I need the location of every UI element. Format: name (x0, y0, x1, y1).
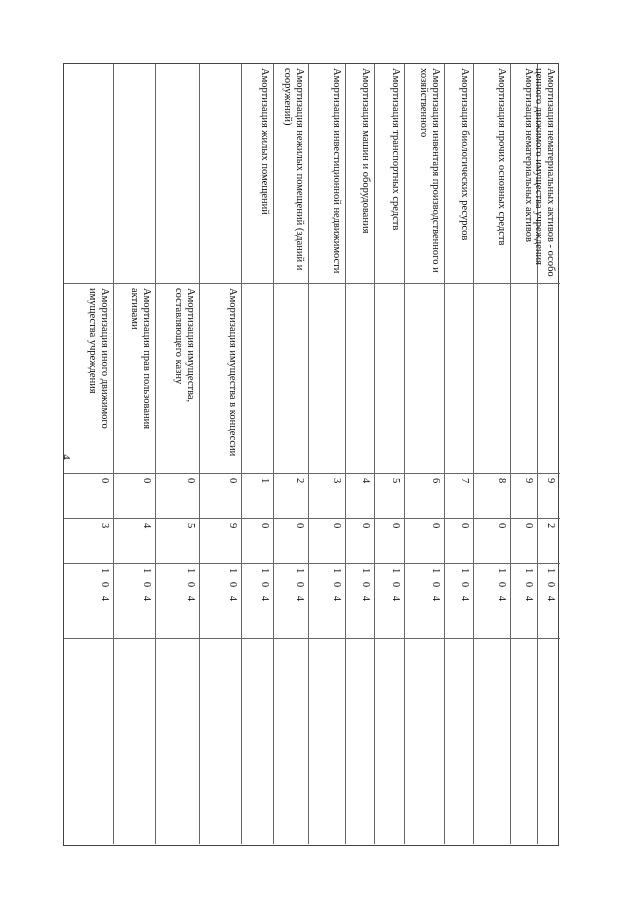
cell-text: 1 0 4 (227, 568, 238, 604)
table-row (156, 64, 200, 844)
group-description-cell (445, 284, 473, 474)
cell-text (346, 284, 375, 474)
subcode-1-cell (156, 519, 199, 564)
cell-text: Амортизация инвентаря производственного и хозяйственного (418, 68, 441, 273)
subcode-2-cell (346, 474, 374, 519)
subcode-1-cell (511, 519, 537, 564)
table-row (405, 64, 445, 844)
cell-text: 0 (390, 523, 401, 529)
cell-text: 5 (185, 523, 196, 529)
item-name-cell (375, 64, 404, 284)
account-code-cell (156, 564, 199, 639)
cell-text: Амортизация прав пользования активами (129, 288, 152, 430)
group-description-cell (309, 284, 345, 474)
cell-text: 1 0 4 (141, 568, 152, 604)
account-code-cell (64, 564, 113, 639)
cell-text: 2 (545, 523, 556, 529)
subcode-2-cell (474, 474, 510, 519)
account-code-cell (538, 564, 560, 639)
cell-text: 5 (390, 478, 401, 484)
account-code-cell (405, 564, 444, 639)
account-code-cell (200, 564, 241, 639)
account-code-cell (474, 564, 510, 639)
cell-text: Амортизация имущества, составляющего казну (173, 288, 196, 403)
group-description-cell (242, 284, 273, 474)
cell-text (64, 64, 114, 284)
table-row (533, 64, 560, 844)
item-name-cell (200, 64, 241, 284)
subcode-2-cell (114, 474, 155, 519)
cell-text: Амортизация транспортных средств (390, 68, 401, 231)
item-name-cell (274, 64, 308, 284)
subcode-1-cell (405, 519, 444, 564)
cell-text: 9 (523, 478, 534, 484)
group-description-cell (274, 284, 308, 474)
cell-text: 1 0 4 (430, 568, 441, 604)
account-code-cell (511, 564, 537, 639)
group-description-cell (511, 284, 537, 474)
cell-text: Амортизация инвестиционной недвижимости (331, 68, 342, 274)
account-code-cell (309, 564, 345, 639)
cell-text: 0 (430, 523, 441, 529)
item-name-cell (242, 64, 273, 284)
item-name-cell (156, 64, 199, 284)
table-row (309, 64, 346, 844)
cell-text: 2 (294, 478, 305, 484)
subcode-1-cell (474, 519, 510, 564)
item-name-cell (474, 64, 510, 284)
subcode-2-cell (538, 474, 560, 519)
group-description-cell (64, 284, 113, 474)
cell-text: 0 (459, 523, 470, 529)
cell-text: 1 0 4 (496, 568, 507, 604)
item-name-cell (533, 64, 560, 284)
subcode-1-cell (445, 519, 473, 564)
table-row (200, 64, 242, 844)
cell-text: 0 (360, 523, 371, 529)
cell-text: 1 0 4 (99, 568, 110, 604)
cell-text (242, 284, 274, 474)
cell-text: 0 (294, 523, 305, 529)
cell-text: 6 (430, 478, 441, 484)
cell-text: 0 (259, 523, 270, 529)
subcode-1-cell (309, 519, 345, 564)
item-name-cell (64, 64, 113, 284)
cell-text (474, 284, 511, 474)
cell-text: 1 0 4 (259, 568, 270, 604)
cell-text: Амортизация жилых помещений (259, 68, 270, 215)
cell-text: 0 (331, 523, 342, 529)
subcode-1-cell (200, 519, 241, 564)
table-row (64, 64, 114, 844)
group-description-cell (156, 284, 199, 474)
subcode-1-cell (114, 519, 155, 564)
item-name-cell (405, 64, 444, 284)
item-name-cell (445, 64, 473, 284)
cell-text: 0 (496, 523, 507, 529)
cell-text: 0 (99, 478, 110, 484)
subcode-1-cell (274, 519, 308, 564)
cell-text: 1 0 4 (545, 568, 556, 604)
cell-text: Амортизация имущества в концессии (227, 288, 238, 457)
subcode-2-cell (511, 474, 537, 519)
item-name-cell (309, 64, 345, 284)
group-description-cell (200, 284, 241, 474)
cell-text: 9 (545, 478, 556, 484)
subcode-1-cell (375, 519, 404, 564)
cell-text: 1 0 4 (185, 568, 196, 604)
cell-text: 1 0 4 (390, 568, 401, 604)
cell-text: Амортизация прочих основных средств (496, 68, 507, 246)
account-code-cell (445, 564, 473, 639)
subcode-1-cell (538, 519, 560, 564)
subcode-2-cell (64, 474, 113, 519)
subcode-2-cell (200, 474, 241, 519)
cell-text: 0 (523, 523, 534, 529)
group-description-cell (538, 284, 560, 474)
account-code-cell (114, 564, 155, 639)
cell-text: Амортизация машин и оборудования (360, 68, 371, 234)
cell-text (445, 284, 474, 474)
cell-text: 3 (331, 478, 342, 484)
cell-text (309, 284, 346, 474)
subcode-2-cell (242, 474, 273, 519)
group-description-cell (474, 284, 510, 474)
subcode-2-cell (375, 474, 404, 519)
cell-text: 1 0 4 (459, 568, 470, 604)
cell-text: Амортизация нематериальных активов - особо ценного движимого имущества учреждения (533, 68, 556, 277)
cell-text: 8 (496, 478, 507, 484)
item-name-cell (114, 64, 155, 284)
subcode-1-cell (64, 519, 113, 564)
table-row (474, 64, 511, 844)
subcode-1-cell (242, 519, 273, 564)
cell-text (200, 64, 242, 284)
table-row (445, 64, 474, 844)
subcode-2-cell (445, 474, 473, 519)
table-row (242, 64, 274, 844)
subcode-1-cell (346, 519, 374, 564)
group-description-cell (346, 284, 374, 474)
cell-text: Амортизация иного движимого имущества учреждения (87, 288, 110, 429)
cell-text: 1 0 4 (294, 568, 305, 604)
account-code-cell (346, 564, 374, 639)
item-name-cell (346, 64, 374, 284)
page-number: 4 (60, 454, 72, 460)
cell-text (538, 284, 560, 474)
table-row (346, 64, 375, 844)
group-description-cell (405, 284, 444, 474)
table-row (375, 64, 405, 844)
table-row (114, 64, 156, 844)
subcode-2-cell (156, 474, 199, 519)
group-description-cell (375, 284, 404, 474)
cell-text (274, 284, 309, 474)
account-code-cell (242, 564, 273, 639)
cell-text: 7 (459, 478, 470, 484)
cell-text: 1 0 4 (360, 568, 371, 604)
account-code-cell (375, 564, 404, 639)
account-code-cell (274, 564, 308, 639)
subcode-2-cell (309, 474, 345, 519)
cell-text: 0 (227, 478, 238, 484)
cell-text (156, 64, 200, 284)
cell-text: 4 (141, 523, 152, 529)
table-row (274, 64, 309, 844)
group-description-cell (114, 284, 155, 474)
cell-text: Амортизация биологических ресурсов (459, 68, 470, 241)
cell-text (114, 64, 156, 284)
cell-text: 4 (360, 478, 371, 484)
cell-text (511, 284, 538, 474)
cell-text (405, 284, 445, 474)
cell-text: 1 0 4 (331, 568, 342, 604)
cell-text (375, 284, 405, 474)
cell-text: 1 (259, 478, 270, 484)
subcode-2-cell (405, 474, 444, 519)
cell-text: 0 (185, 478, 196, 484)
cell-text: 3 (99, 523, 110, 529)
cell-text: Амортизация нежилых помещений (зданий и сооружений) (282, 68, 305, 271)
cell-text: 1 0 4 (523, 568, 534, 604)
cell-text: 9 (227, 523, 238, 529)
subcode-2-cell (274, 474, 308, 519)
accounts-table (63, 63, 559, 846)
cell-text: Амортизация нематериальных активов (523, 68, 534, 242)
cell-text: 0 (141, 478, 152, 484)
